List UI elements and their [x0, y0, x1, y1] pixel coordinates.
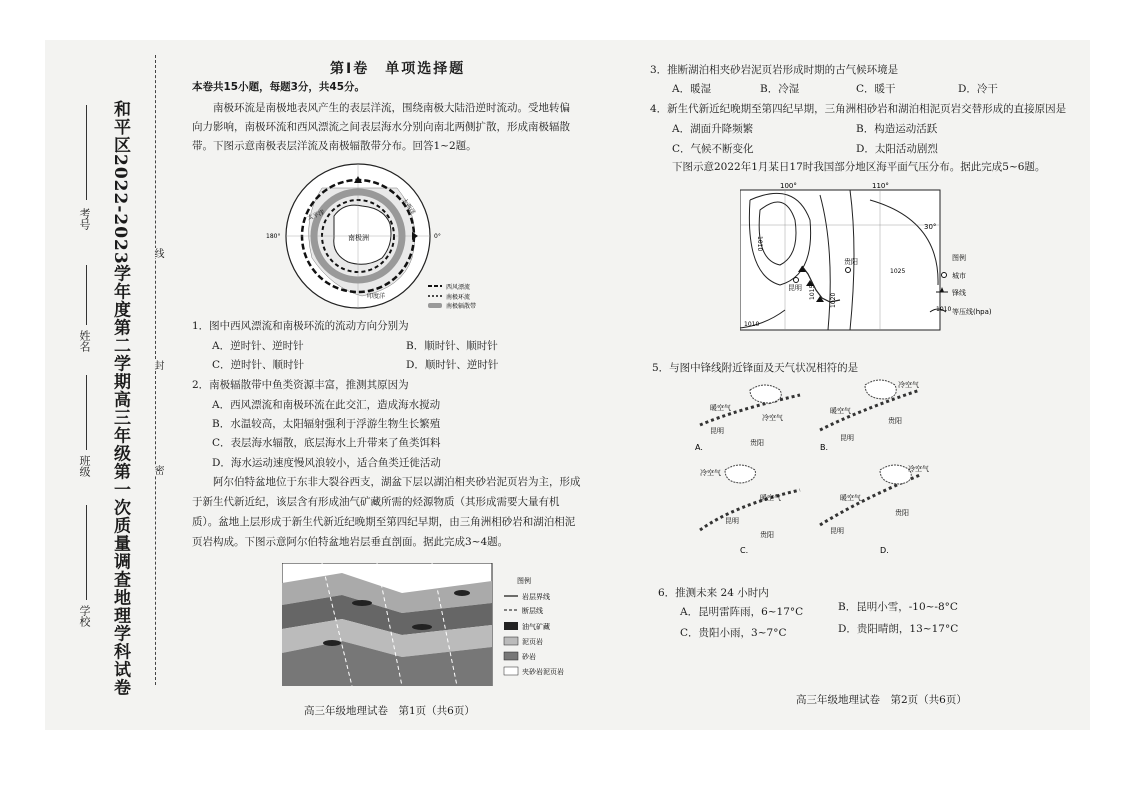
- b-label: B.: [820, 443, 829, 452]
- d-cold-air: 冷空气: [908, 465, 929, 473]
- map1-label-indian: 印度洋: [367, 293, 386, 300]
- q2-option-d[interactable]: D．海水运动速度慢风浪较小，适合鱼类迁徙活动: [212, 457, 441, 469]
- basin-cross-section: [282, 563, 582, 686]
- a-label: A.: [695, 443, 703, 452]
- front-diagrams: [690, 375, 950, 555]
- q3-option-c[interactable]: C．暖干: [856, 83, 896, 95]
- class-label: 班级: [78, 455, 91, 477]
- q4-option-b[interactable]: B．构造运动活跃: [856, 123, 938, 135]
- map2-legend-city: 城市: [952, 272, 966, 280]
- map1-label-0: 0°: [434, 233, 441, 240]
- lon-100: 100°: [780, 182, 797, 190]
- map1-label-pacific: 太平洋: [306, 209, 326, 222]
- class-field[interactable]: [86, 375, 87, 450]
- q6-option-a[interactable]: A．昆明雷阵雨，6~17°C: [680, 606, 804, 618]
- section-legend-interbedded: 夹砂岩泥页岩: [522, 668, 564, 676]
- section-legend-oil: 油气矿藏: [522, 623, 550, 631]
- exam-title-vertical: 和平区2022-2023学年度第二学期高三年级第一次质量调查地理学科试卷: [110, 100, 130, 697]
- a-warm-air: 暖空气: [710, 404, 731, 412]
- q2-option-b[interactable]: B．水温较高，太阳辐射强利于浮游生物生长繁殖: [212, 418, 441, 430]
- b-guiyang: 贵阳: [888, 417, 902, 425]
- binding-dashed-line: [155, 55, 156, 685]
- d-guiyang: 贵阳: [895, 509, 909, 517]
- school-label: 学校: [78, 605, 91, 627]
- d-warm-air: 暖空气: [840, 494, 861, 502]
- q1-option-d[interactable]: D．顺时针、逆时针: [406, 359, 499, 371]
- instructions: 本卷共15小题，每题3分，共45分。: [192, 81, 366, 93]
- map2-city-kunming: 昆明: [788, 284, 802, 292]
- iso-1025: 1025: [890, 268, 906, 275]
- q3-stem: 3．推断湖泊相夹砂岩泥页岩形成时期的古气候环境是: [650, 64, 899, 76]
- q5-stem: 5．与图中锋线附近锋面及天气状况相符的是: [652, 362, 859, 374]
- lat-30: 30°: [924, 223, 937, 231]
- c-cold-air: 冷空气: [700, 469, 721, 477]
- c-guiyang: 贵阳: [760, 531, 774, 539]
- q4-option-a[interactable]: A．湖面升降频繁: [672, 123, 754, 135]
- d-label: D.: [880, 546, 889, 555]
- exam-no-field[interactable]: [86, 105, 87, 200]
- q2-stem: 2．南极辐散带中鱼类资源丰富，推测其原因为: [192, 379, 409, 391]
- b-kunming: 昆明: [840, 434, 854, 442]
- q6-option-b[interactable]: B．昆明小雪，-10~-8°C: [838, 601, 958, 613]
- iso-1010-a: 1010: [756, 236, 763, 252]
- legend-west-wind: 西风漂流: [446, 284, 471, 291]
- b-cold-air: 冷空气: [898, 381, 919, 389]
- map2-city-guiyang: 贵阳: [844, 258, 858, 266]
- map2-legend-isobar: 等压线(hpa): [952, 308, 992, 316]
- q3-option-a[interactable]: A．暖湿: [672, 83, 712, 95]
- q1-option-c[interactable]: C．逆时针、顺时针: [212, 359, 305, 371]
- antarctic-currents-map: [262, 158, 502, 313]
- legend-circumpolar: 南极环流: [446, 294, 471, 301]
- q1-option-a[interactable]: A．逆时针、逆时针: [212, 340, 304, 352]
- intro-albert-basin: 阿尔伯特盆地位于东非大裂谷西支，湖盆下层以湖泊相夹砂岩泥页岩为主，形成于新生代新近纪，该层含有形成油气矿藏所需的烃源物质（其形成需要大量有机质）。盆地上层形成于新生代新近纪晚期至第四纪早期，由三角洲相砂岩和湖泊相泥页岩构成。下图示意阿尔伯特盆地岩层垂直剖面。据此完成3~4题。: [192, 476, 581, 548]
- pressure-map: [740, 180, 1045, 332]
- page1-footer: 高三年级地理试卷 第1页（共6页）: [304, 705, 475, 717]
- map2-legend-front: 锋线: [952, 289, 966, 297]
- seal-tight-char: 密: [152, 465, 163, 475]
- legend-divergence: 南极辐散带: [446, 303, 477, 310]
- q4-stem: 4．新生代新近纪晚期至第四纪早期，三角洲相砂岩和湖泊相泥页岩交替形成的直接原因是: [650, 103, 1067, 115]
- q1-option-b[interactable]: B．顺时针、顺时针: [406, 340, 498, 352]
- section-legend-layer: 岩层界线: [522, 593, 550, 601]
- q4-option-c[interactable]: C．气候不断变化: [672, 143, 754, 155]
- a-cold-air: 冷空气: [762, 414, 783, 422]
- iso-1015: 1015: [809, 284, 816, 300]
- lon-110: 110°: [872, 182, 889, 190]
- map1-label-180: 180°: [266, 233, 281, 240]
- intro-antarctic: 南极环流是南极地表风产生的表层洋流，围绕南极大陆沿逆时流动。受地转偏向力影响，南极环流和西风漂流之间表层海水分别向南北两侧扩散，形成南极辐散带。下图示意南极表层洋流及南极辐散带分布。回答1~2题。: [192, 102, 570, 152]
- iso-1010-b: 1010: [744, 321, 760, 328]
- q1-stem: 1．图中西风漂流和南极环流的流动方向分别为: [192, 320, 409, 332]
- iso-1020: 1020: [830, 292, 837, 308]
- q2-option-a[interactable]: A．西风漂流和南极环流在此交汇，造成海水搅动: [212, 399, 441, 411]
- section-legend-mudstone: 泥页岩: [522, 638, 543, 646]
- exam-no-label: 考号: [78, 208, 91, 230]
- map1-label-atlantic: 大西洋: [400, 197, 417, 216]
- section-legend-fault: 断层线: [522, 607, 543, 615]
- section-legend-sandstone: 砂岩: [522, 653, 536, 661]
- c-kunming: 昆明: [725, 517, 739, 525]
- iso-1010-c: 1010: [936, 306, 952, 313]
- map1-label-antarctica: 南极洲: [348, 234, 369, 242]
- front-diagram-b: [820, 380, 920, 452]
- c-warm-air: 暖空气: [760, 494, 781, 502]
- q3-option-b[interactable]: B．冷湿: [760, 83, 800, 95]
- q6-option-d[interactable]: D．贵阳晴朗，13~17°C: [838, 623, 959, 635]
- front-diagram-a: [695, 385, 800, 452]
- q3-option-d[interactable]: D．冷干: [958, 83, 998, 95]
- intro-pressure-map: 下图示意2022年1月某日17时我国部分地区海平面气压分布。据此完成5~6题。: [672, 161, 1046, 173]
- map2-legend-title: 图例: [952, 254, 966, 262]
- d-kunming: 昆明: [830, 527, 844, 535]
- name-label: 姓名: [78, 330, 91, 352]
- q4-option-d[interactable]: D．太阳活动剧烈: [856, 143, 938, 155]
- school-field[interactable]: [86, 505, 87, 600]
- section-legend-title: 图例: [517, 577, 531, 585]
- q6-stem: 6．推测未来 24 小时内: [658, 587, 769, 599]
- seal-seal-char: 封: [152, 360, 163, 370]
- front-diagram-d: [820, 464, 929, 555]
- page2-footer: 高三年级地理试卷 第2页（共6页）: [796, 694, 967, 706]
- c-label: C.: [740, 546, 749, 555]
- q2-option-c[interactable]: C．表层海水辐散，底层海水上升带来了鱼类饵料: [212, 437, 441, 449]
- name-field[interactable]: [86, 265, 87, 325]
- front-diagram-c: [700, 465, 800, 555]
- q6-option-c[interactable]: C．贵阳小雨，3~7°C: [680, 627, 787, 639]
- a-kunming: 昆明: [710, 427, 724, 435]
- section-title: 第Ⅰ卷 单项选择题: [330, 61, 466, 77]
- seal-line-char: 线: [152, 248, 163, 258]
- a-guiyang: 贵阳: [750, 439, 764, 447]
- b-warm-air: 暖空气: [830, 407, 851, 415]
